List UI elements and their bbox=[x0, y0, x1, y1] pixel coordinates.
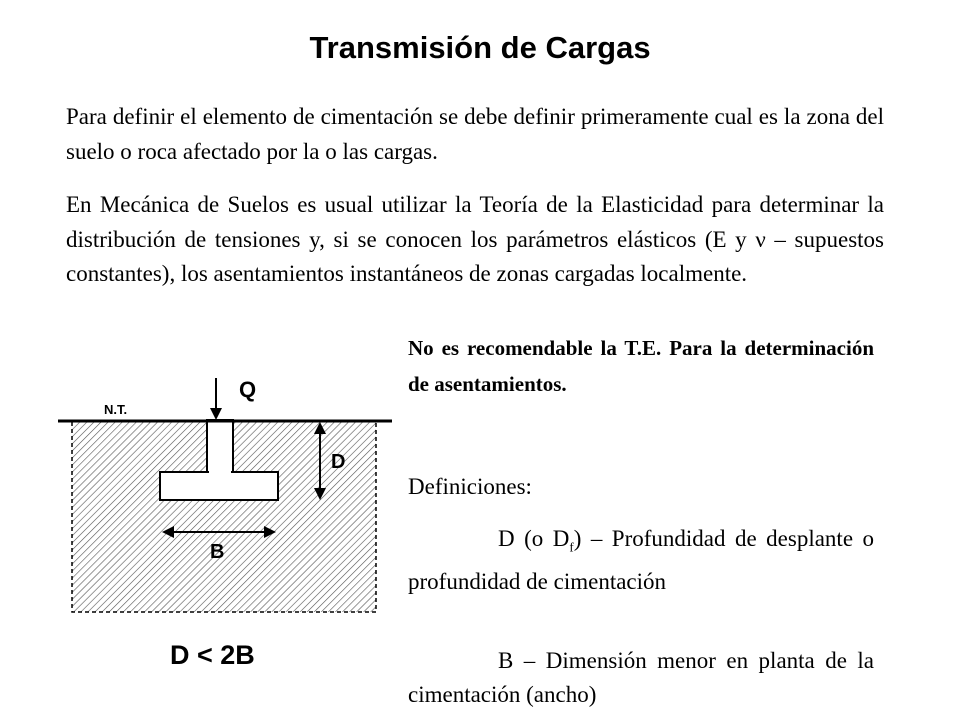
footing-diagram bbox=[0, 360, 400, 620]
slide-title: Transmisión de Cargas bbox=[309, 30, 651, 65]
intro-paragraph: Para definir el elemento de cimentación se debe definir primeramente cual es la zona del suelo o roca afectado por la o las cargas. bbox=[66, 104, 884, 164]
width-label: B bbox=[210, 541, 225, 563]
definition-d-term: D (o D bbox=[498, 526, 570, 551]
footing bbox=[160, 472, 278, 500]
load-label: Q bbox=[239, 377, 257, 402]
depth-label: D bbox=[331, 451, 346, 473]
definition-d-subscript: f bbox=[569, 539, 574, 555]
depth-condition: D < 2B bbox=[170, 640, 255, 670]
ground-label: N.T. bbox=[104, 402, 128, 417]
definition-d-text: ) – Profundidad de desplante o profundidad de cimentación bbox=[408, 526, 874, 594]
definition-b: B – Dimensión menor en planta de la cimentación (ancho) bbox=[408, 648, 874, 707]
column bbox=[207, 420, 233, 474]
definitions-heading: Definiciones: bbox=[408, 474, 532, 499]
elasticity-paragraph: En Mecánica de Suelos es usual utilizar la Teoría de la Elasticidad para determinar la distribución de tensiones y, si se conocen los parámetros elásticos (E y ν – supuestos constantes), los asentamientos instantáneos de zonas cargadas localmente. bbox=[66, 192, 884, 286]
definition-d bbox=[408, 522, 874, 599]
load-arrow-head bbox=[210, 408, 222, 420]
te-note: No es recomendable la T.E. Para la determinación de asentamientos. bbox=[408, 336, 874, 396]
